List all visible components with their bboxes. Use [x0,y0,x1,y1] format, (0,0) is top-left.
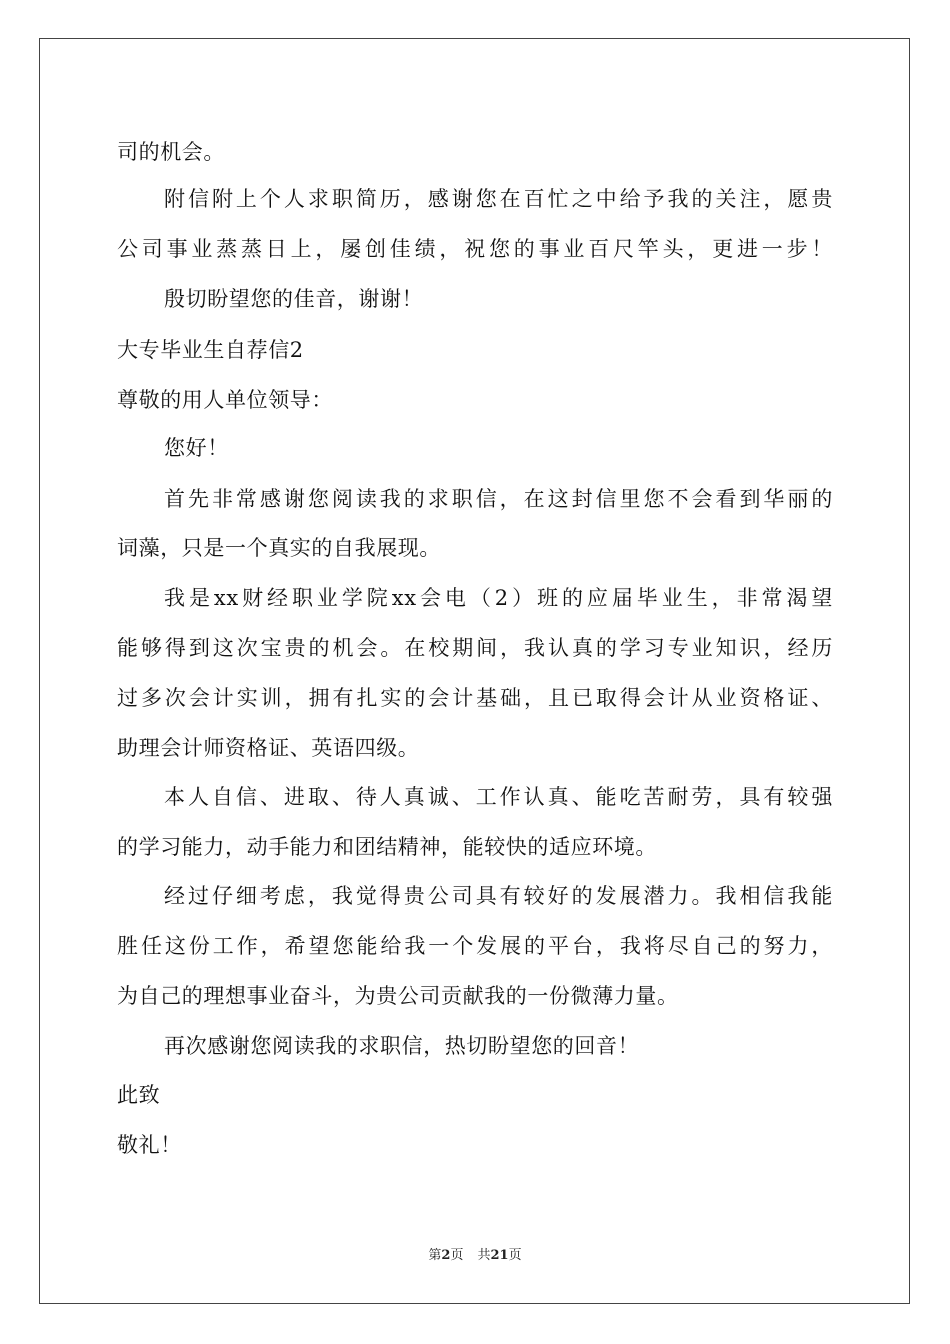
page-footer [0,1247,950,1265]
greeting: 您好！ [164,436,229,460]
page-suffix: 页 [450,1248,464,1263]
text-line: 附信附上个人求职简历，感谢您在百忙之中给予我的关注，愿贵 [164,187,833,211]
closing-line: 敬礼！ [117,1133,182,1157]
text-line: 再次感谢您阅读我的求职信，热切盼望您的回音！ [164,1034,640,1058]
section-title: 大专毕业生自荐信2 [117,338,304,362]
text-line: 的学习能力，动手能力和团结精神，能较快的适应环境。 [117,835,657,859]
text-line: 过多次会计实训，拥有扎实的会计基础，且已取得会计从业资格证、 [117,686,833,710]
page-total: 21 [490,1248,509,1263]
text-line: 本人自信、进取、待人真诚、工作认真、能吃苦耐劳，具有较强 [164,785,833,809]
total-prefix: 共 [477,1248,491,1263]
text-line: 首先非常感谢您阅读我的求职信，在这封信里您不会看到华丽的 [164,487,833,511]
text-line: 能够得到这次宝贵的机会。在校期间，我认真的学习专业知识，经历 [117,636,833,660]
total-suffix: 页 [508,1248,522,1263]
page-current: 2 [441,1248,451,1263]
text-line: 公司事业蒸蒸日上，屡创佳绩，祝您的事业百尺竿头，更进一步！ [117,237,833,261]
text-line: 经过仔细考虑，我觉得贵公司具有较好的发展潜力。我相信我能 [164,884,833,908]
salutation: 尊敬的用人单位领导： [117,388,333,412]
text-line: 我是xx财经职业学院xx会电（2）班的应届毕业生，非常渴望 [164,586,833,610]
text-line: 为自己的理想事业奋斗，为贵公司贡献我的一份微薄力量。 [117,984,679,1008]
text-line: 司的机会。 [117,140,225,164]
text-line: 殷切盼望您的佳音，谢谢！ [164,287,424,311]
closing-line: 此致 [117,1083,161,1107]
page-border [39,38,910,1304]
text-line: 词藻，只是一个真实的自我展现。 [117,536,441,560]
page-prefix: 第 [428,1248,442,1263]
text-line: 胜任这份工作，希望您能给我一个发展的平台，我将尽自己的努力， [117,934,833,958]
text-line: 助理会计师资格证、英语四级。 [117,736,420,760]
